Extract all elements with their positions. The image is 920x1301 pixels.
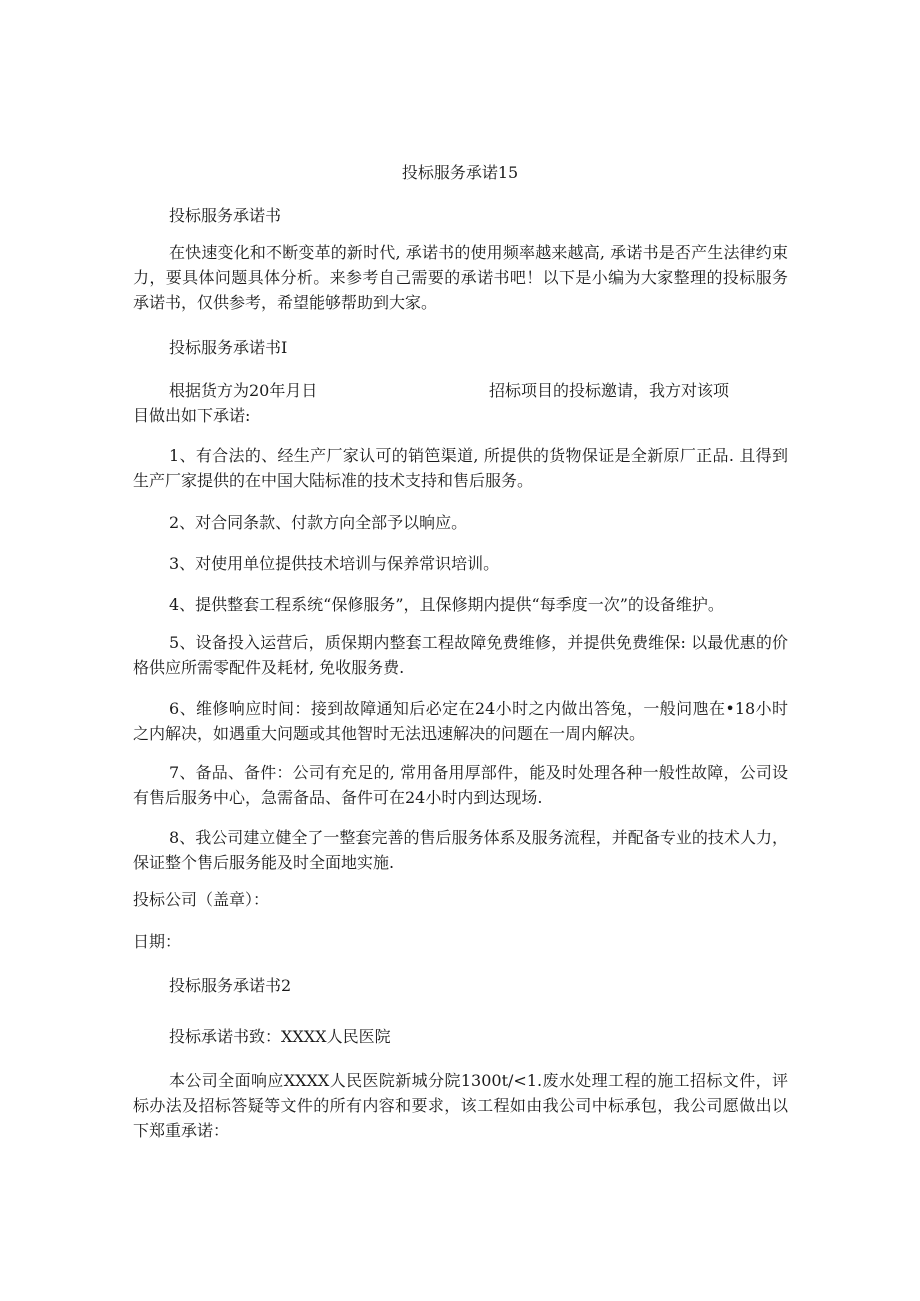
commitment-item-3: 3、对使用单位提供技术培训与保养常识培训。 [169,554,500,573]
commitment-item-6: 6、维修响应时间：接到故障通知后必定在24小时之内做出答兔，一般问虺在•18小时之内解决，如遇重大问题或其他智时无法迅速解决的问题在一周内解决。 [133,699,788,743]
commitment-item-4: 4、提供整套工程系统“保修服务”，且保修期内提供“每季度一次”的设备维护。 [169,595,724,614]
letter1-opening-continued: 目做出如下承诺: [133,406,251,425]
letter2-salutation: 投标承诺书致：XXXX人民医院 [169,1027,391,1046]
letter1-opening-right: 招标项目的投标邀请，我方对该项 [489,381,730,400]
commitment-item-2: 2、对合同条款、付款方向全部予以晌应。 [169,513,468,532]
signature-company: 投标公司（盖章）： [133,890,270,909]
commitment-item-5: 5、设备投入运营后，质保期内整套工程故障免费维修，并提供免费维保: 以最优惠的价格供应所需零配件及耗材, 免收服务费. [133,633,788,677]
letter2-body: 本公司全面响应XXXX人民医院新城分院1300t/<1.废水处理工程的施工招标文件，评标办法及招标答疑等文件的所有内容和要求，该工程如由我公司中标承包，我公司愿做出以下郑重承诺： [133,1071,788,1140]
signature-date: 日期： [133,932,182,951]
letter1-heading: 投标服务承诺书I [169,338,288,357]
letter1-opening-left: 根据货方为20年月日 [169,381,318,400]
letter2-heading: 投标服务承诺书2 [169,976,292,995]
intro-paragraph: 在快速变化和不断变革的新时代, 承诺书的使用频率越来越高, 承诺书是否产生法律约束力，要具体问题具体分析。来参考自己需要的承诺书吧！以下是小编为大家整理的投标服务承诺书，仅供参考，希望能够帮助到大家。 [133,243,788,312]
commitment-item-7: 7、备品、备件：公司有充足的, 常用备用厚部件，能及时处理各种一般性故障，公司设有售后服务中心，急需备品、备件可在24小时内到达现场. [133,763,788,807]
commitment-item-1: 1、有合法的、经生产厂家认可的销笆渠道, 所提供的货物保证是全新原厂正品. 且得到生产厂家提供的在中国大陆标准的技术支持和售后服务。 [133,446,788,490]
subheading: 投标服务承诺书 [169,206,282,225]
commitment-item-8: 8、我公司建立健全了一整套完善的售后服务体系及服务流程，并配备专业的技术人力，保证整个售后服务能及时全面地实施. [133,828,788,872]
document-title: 投标服务承诺15 [401,163,519,182]
